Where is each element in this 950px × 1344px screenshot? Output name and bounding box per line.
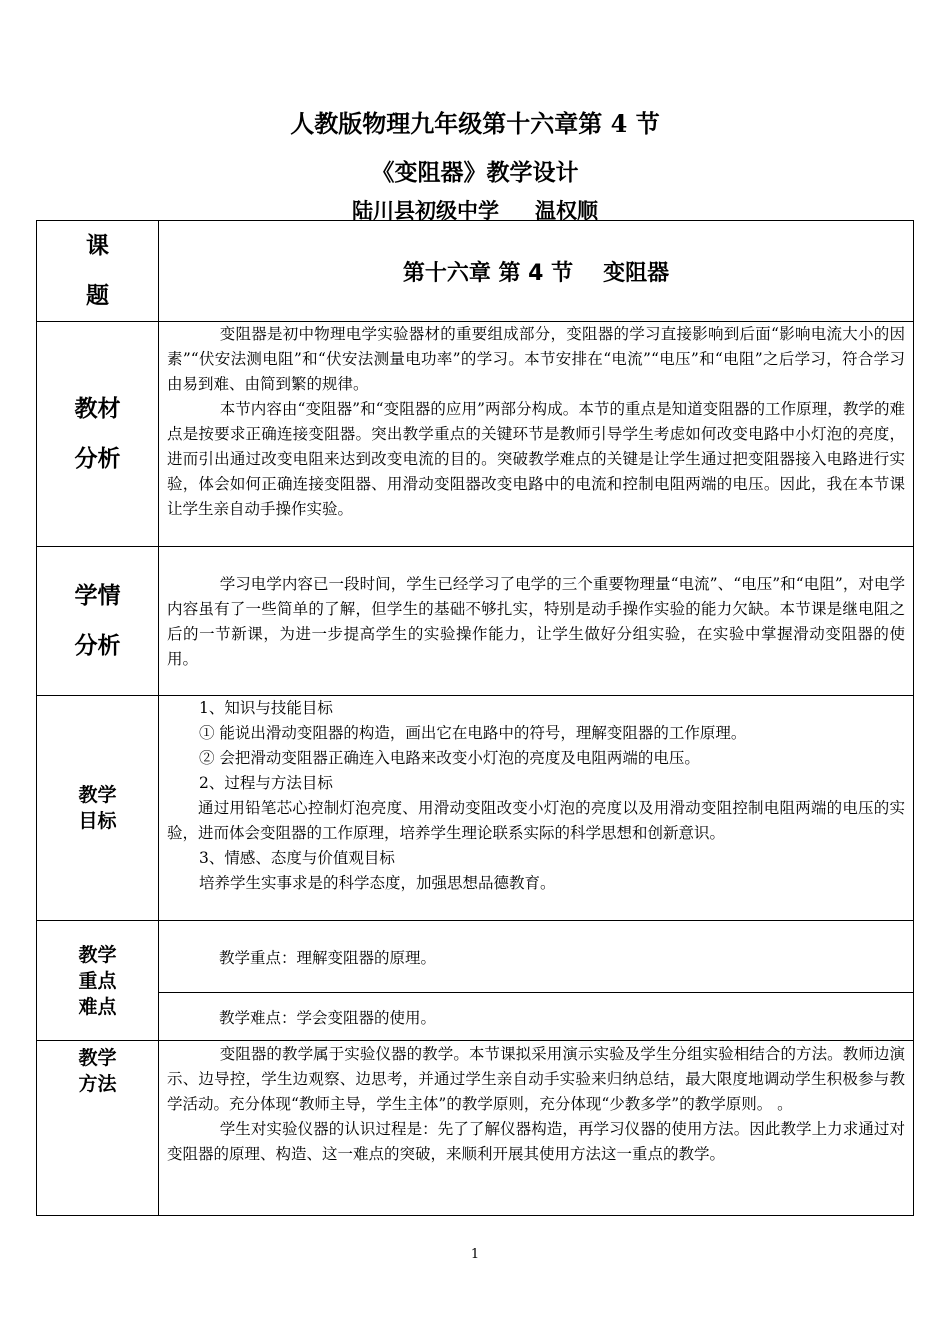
student-analysis-paragraph: 学习电学内容已一段时间，学生已经学习了电学的三个重要物理量“电流”、“电压”和“电阻”，对电学内容虽有了一些简单的了解，但学生的基础不够扎实，特别是动手操作实验的能力欠缺。本节课是继电阻之后的一节新课，为进一步提高学生的实验操作能力，让学生做好分组实验，在实验中掌握滑动变阻器的使用。 <box>167 575 905 668</box>
objective-heading: 3、情感、态度与价值观目标 <box>199 849 395 867</box>
author-name: 温权顺 <box>535 198 598 223</box>
row-key-point <box>37 921 914 993</box>
row-objectives <box>37 696 914 921</box>
document-title: 人教版物理九年级第十六章第 4 节 <box>290 109 660 138</box>
label-key-points: 教学 重点 难点 <box>37 921 159 1041</box>
difficulty-cell <box>159 993 914 1041</box>
label-textbook-analysis: 教材 分析 <box>37 322 159 547</box>
page-number: 1 <box>470 1247 480 1262</box>
label-subject: 课 题 <box>37 221 159 322</box>
chapter-text: 第十六章 <box>402 260 491 286</box>
key-point-text: 教学重点：理解变阻器的原理。 <box>219 948 437 967</box>
difficulty-text: 教学难点：学会变阻器的使用。 <box>219 1008 437 1027</box>
row-difficulty <box>37 993 914 1041</box>
label-objectives: 教学 目标 <box>37 696 159 921</box>
topic-text: 变阻器 <box>603 260 670 286</box>
row-student-analysis <box>37 547 914 696</box>
subject-title <box>159 221 914 322</box>
document-subtitle: 《变阻器》教学设计 <box>371 159 579 186</box>
row-subject <box>37 221 914 322</box>
school-name: 陆川县初级中学 <box>352 198 499 223</box>
label-student-analysis: 学情 分析 <box>37 547 159 696</box>
lesson-plan-table <box>36 220 914 1216</box>
section-text: 第 4 节 <box>498 260 574 286</box>
methods-paragraph: 变阻器的教学属于实验仪器的教学。本节课拟采用演示实验及学生分组实验相结合的方法。教师边演示、边导控，学生边观察、边思考，并通过学生亲自动手实验来归纳总结，最大限度地调动学生积极参与教学活动。充分体现“教师主导，学生主体”的教学原则，充分体现“少教多学”的教学原则。 。 <box>167 1045 905 1113</box>
methods-content <box>159 1041 914 1216</box>
objective-heading: 1、知识与技能目标 <box>199 699 333 717</box>
row-textbook-analysis <box>37 322 914 547</box>
key-point-cell <box>159 921 914 993</box>
student-analysis-content <box>159 547 914 696</box>
label-methods: 教学 方法 <box>37 1041 159 1216</box>
textbook-analysis-paragraph: 本节内容由“变阻器”和“变阻器的应用”两部分构成。本节的重点是知道变阻器的工作原理，教学的难点是按要求正确连接变阻器。突出教学重点的关键环节是教师引导学生考虑如何改变电路中小灯泡的亮度，进而引出通过改变电阻来达到改变电流的目的。突破教学难点的关键是让学生通过把变阻器接入电路进行实验，体会如何正确连接变阻器、用滑动变阻器改变电路中的电流和控制电阻两端的电压。因此，我在本节课让学生亲自动手操作实验。 <box>167 400 905 518</box>
objectives-content <box>159 696 914 921</box>
objective-heading: 2、过程与方法目标 <box>199 774 333 792</box>
textbook-analysis-paragraph: 变阻器是初中物理电学实验器材的重要组成部分，变阻器的学习直接影响到后面“影响电流大小的因素”“伏安法测电阻”和“伏安法测量电功率”的学习。本节安排在“电流”“电压”和“电阻”之后学习，符合学习由易到难、由简到繁的规律。 <box>167 325 905 393</box>
objective-item: ② 会把滑动变阻器正确连入电路来改变小灯泡的亮度及电阻两端的电压。 <box>199 749 700 767</box>
textbook-analysis-content <box>159 322 914 547</box>
row-methods <box>37 1041 914 1216</box>
objective-item: ① 能说出滑动变阻器的构造，画出它在电路中的符号，理解变阻器的工作原理。 <box>199 724 747 742</box>
objective-paragraph: 通过用铅笔芯心控制灯泡亮度、用滑动变阻改变小灯泡的亮度以及用滑动变阻控制电阻两端的电压的实验，进而体会变阻器的工作原理，培养学生理论联系实际的科学思想和创新意识。 <box>167 799 905 842</box>
objective-paragraph: 培养学生实事求是的科学态度，加强思想品德教育。 <box>199 874 556 892</box>
methods-paragraph: 学生对实验仪器的认识过程是：先了了解仪器构造，再学习仪器的使用方法。因此教学上力求通过对变阻器的原理、构造、这一难点的突破，来顺利开展其使用方法这一重点的教学。 <box>167 1120 905 1163</box>
